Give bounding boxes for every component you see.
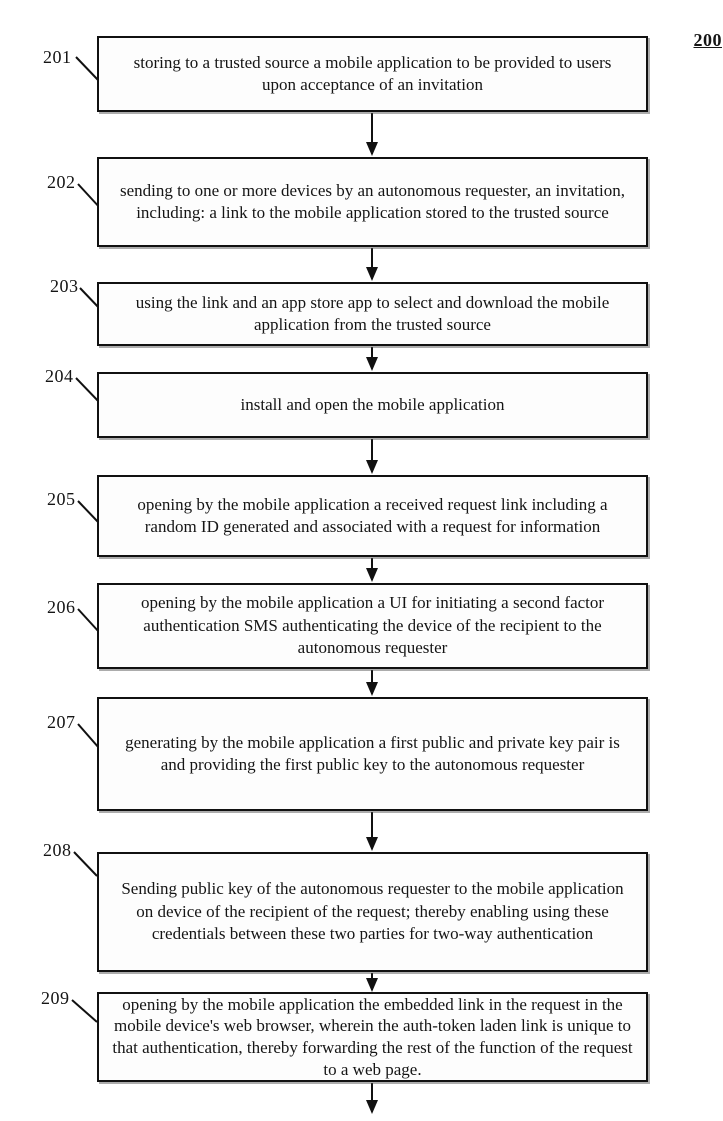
label-connector-209 [72,1000,97,1022]
step-box-206 [97,583,648,669]
step-box-209 [97,992,648,1082]
step-label-204: 204 [45,366,74,386]
label-connector-201 [76,57,98,80]
step-text-205: opening by the mobile application a received request link including a random ID generated and associated with a request for information [137,494,608,536]
step-label-209: 209 [41,988,70,1008]
step-text-206: opening by the mobile application a UI for initiating a second factor authentication SMS authenticating the device of the recipient to the autonomous requester [140,593,605,658]
step-label-207: 207 [47,712,76,732]
step-box-202 [97,157,648,247]
step-box-203 [97,282,648,346]
step-box-205 [97,475,648,557]
step-text-203: using the link and an app store app to select and download the mobile application from the trusted source [135,292,610,334]
step-text-201: storing to a trusted source a mobile application to be provided to users upon acceptance of an invitation [133,52,612,94]
step-text-202: sending to one or more devices by an autonomous requester, an invitation, including: a link to the mobile application stored to the trusted source [120,180,625,222]
step-text-204: install and open the mobile application [240,394,505,414]
step-label-203: 203 [50,276,79,296]
step-text-208: Sending public key of the autonomous requester to the mobile application on device of the recipient of the request; thereby enabling using these credentials between these two parties for two-way authentication [121,879,624,944]
step-label-208: 208 [43,840,72,860]
step-label-206: 206 [47,597,76,617]
step-label-202: 202 [47,172,76,192]
step-label-201: 201 [43,47,72,67]
label-connector-207 [78,724,99,748]
label-connector-206 [78,609,99,632]
step-label-205: 205 [47,489,76,509]
figure-reference-number: 200 [693,30,722,50]
step-text-209: opening by the mobile application the embedded link in the request in the mobile device's web browser, wherein the auth-token laden link is unique to that authentication, thereby forwarding the rest of the function of the request to a web page. [112,994,633,1079]
step-box-201 [97,36,648,112]
step-box-204 [97,372,648,438]
label-connector-205 [78,501,99,523]
label-connector-208 [74,852,97,876]
step-box-208 [97,852,648,972]
step-box-207 [97,697,648,811]
step-text-207: generating by the mobile application a first public and private key pair is and providing the first public key to the autonomous requester [125,732,620,774]
